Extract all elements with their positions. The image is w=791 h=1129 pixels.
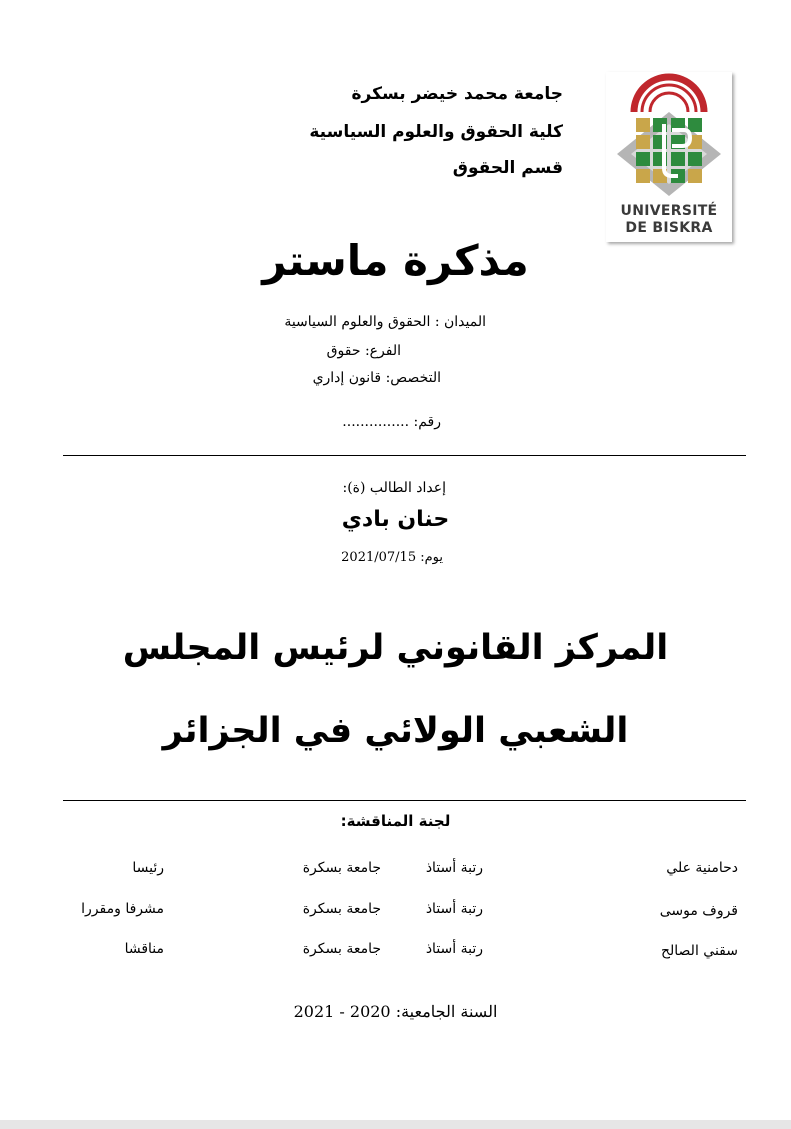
specialty-line: التخصص: قانون إداري xyxy=(312,370,441,386)
committee-member-university: جامعة بسكرة xyxy=(302,901,381,917)
committee-member-rank: رتبة أستاذ xyxy=(425,941,483,957)
logo-text-line1: UNIVERSITÉ xyxy=(620,203,718,219)
committee-member-role: مناقشا xyxy=(124,941,164,957)
committee-member-university: جامعة بسكرة xyxy=(302,941,381,957)
number-line: رقم: ............... xyxy=(342,414,441,430)
divider-top xyxy=(63,455,746,456)
committee-member-university: جامعة بسكرة xyxy=(302,860,381,876)
student-name: حنان بادي xyxy=(341,507,450,532)
university-name: جامعة محمد خيضر بسكرة xyxy=(351,84,563,104)
committee-label: لجنة المناقشة: xyxy=(340,812,451,830)
logo-emblem-icon xyxy=(606,72,732,202)
committee-member-name: دحامنية علي xyxy=(666,860,738,876)
branch-line: الفرع: حقوق xyxy=(326,343,401,359)
thesis-title-line2: الشعبي الولائي في الجزائر xyxy=(162,711,629,751)
academic-year: السنة الجامعية: 2020 - 2021 xyxy=(293,1002,498,1021)
prepared-by-label: إعداد الطالب (ة): xyxy=(342,480,446,496)
committee-member-rank: رتبة أستاذ xyxy=(425,860,483,876)
committee-member-role: رئيسا xyxy=(132,860,164,876)
document-type-title: مذكرة ماستر xyxy=(262,236,529,285)
university-logo xyxy=(606,72,732,242)
logo-text-line2: DE BISKRA xyxy=(625,220,713,236)
department-name: قسم الحقوق xyxy=(452,158,563,178)
committee-member-role: مشرفا ومقررا xyxy=(81,901,164,917)
page-bottom-edge xyxy=(0,1120,791,1129)
thesis-title-line1: المركز القانوني لرئيس المجلس xyxy=(122,628,669,668)
date-line: يوم: 2021/07/15 xyxy=(341,550,443,565)
faculty-name: كلية الحقوق والعلوم السياسية xyxy=(309,122,563,142)
committee-member-name: سقني الصالح xyxy=(660,943,738,959)
committee-member-name: قروف موسى xyxy=(659,903,738,919)
field-line: الميدان : الحقوق والعلوم السياسية xyxy=(284,314,486,330)
committee-member-rank: رتبة أستاذ xyxy=(425,901,483,917)
divider-bottom xyxy=(63,800,746,801)
